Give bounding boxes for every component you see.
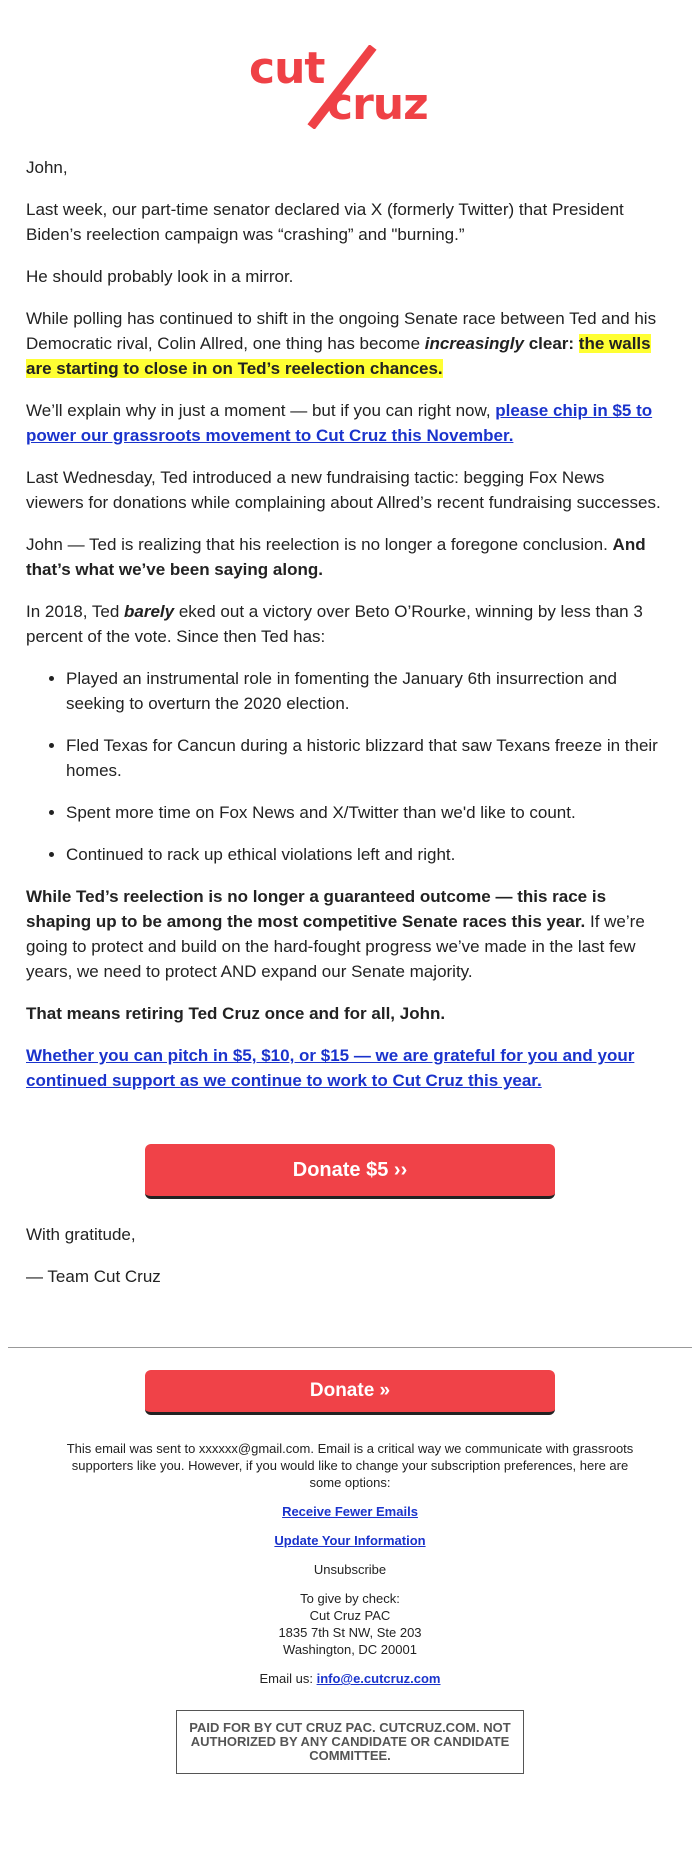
chip-in-link[interactable]: please chip in $5 to power our grassroots movement to Cut Cruz this November.: [26, 401, 653, 445]
bold-clear: clear:: [523, 334, 575, 353]
paragraph-3: [26, 306, 666, 381]
check-address: [60, 1590, 640, 1658]
footer-divider: [8, 1347, 692, 1348]
update-information-link[interactable]: Update Your Information: [274, 1533, 426, 1548]
greeting: John,: [26, 158, 68, 177]
paid-for-disclaimer: PAID FOR BY CUT CRUZ PAC. CUTCRUZ.COM. NOT AUTHORIZED BY ANY CANDIDATE OR CANDIDATE COMMITTEE.: [176, 1710, 524, 1774]
email-us-row: [60, 1670, 640, 1687]
signoff-line-2: — Team Cut Cruz: [26, 1267, 161, 1286]
emphasis-increasingly: increasingly: [424, 334, 524, 353]
cut-cruz-logo[interactable]: [245, 45, 455, 130]
unsubscribe-row: [60, 1561, 640, 1578]
subscription-notice: This email was sent to xxxxxx@gmail.com. Email is a critical way we communicate with grassroots supporters like you. However, if you would like to change your subscription preferences, here are some options:: [66, 1441, 634, 1490]
paragraph-8-bold: While Ted’s reelection is no longer a guaranteed outcome — this race is shaping up to be among the most competitive Senate races this year.: [26, 887, 607, 931]
highlighted-text: the walls are starting to close in on Ted’s reelection chances.: [26, 334, 651, 378]
header: [0, 0, 700, 140]
update-info-row: [60, 1532, 640, 1549]
check-street: 1835 7th St NW, Ste 203: [278, 1625, 422, 1640]
list-item: • Continued to rack up ethical violations left and right.: [66, 842, 666, 867]
paragraph-2: He should probably look in a mirror.: [26, 267, 294, 286]
paragraph-3-text: While polling has continued to shift in the ongoing Senate race between Ted and his Democratic rival, Colin Allred, one thing has become: [26, 309, 657, 353]
paragraph-5: Last Wednesday, Ted introduced a new fundraising tactic: begging Fox News viewers for donations while complaining about Allred’s recent fundraising successes.: [26, 468, 661, 512]
check-org: Cut Cruz PAC: [309, 1608, 391, 1623]
donate-5-button[interactable]: Donate $5 ››: [145, 1144, 555, 1199]
check-intro: To give by check:: [300, 1591, 400, 1606]
logo-word-cut: cut: [249, 43, 325, 94]
unsubscribe-link[interactable]: Unsubscribe: [313, 1562, 387, 1577]
paragraph-6: [26, 532, 666, 582]
footer: [60, 1440, 640, 1699]
paragraph-10: [26, 1043, 666, 1093]
paragraph-4: [26, 398, 666, 448]
list-item: • Spent more time on Fox News and X/Twitter than we'd like to count.: [66, 800, 666, 825]
signoff: [26, 1222, 161, 1306]
paragraph-6-bold: And that’s what we’ve been saying along.: [26, 535, 646, 579]
emphasis-barely: barely: [124, 602, 175, 621]
paragraph-8-text: If we’re going to protect and build on the hard-fought progress we’ve made in the last few years, we need to protect AND expand our Senate majority.: [26, 912, 645, 981]
paragraph-4-text: We’ll explain why in just a moment — but if you can right now,: [26, 401, 496, 420]
check-city: Washington, DC 20001: [283, 1642, 417, 1657]
paragraph-9-bold: That means retiring Ted Cruz once and for all, John.: [26, 1004, 446, 1023]
paragraph-8: [26, 884, 666, 984]
message-content: [26, 155, 666, 1110]
paragraph-6-text: John — Ted is realizing that his reelection is no longer a foregone conclusion.: [26, 535, 613, 554]
paragraph-7: [26, 599, 666, 649]
paragraph-7-end: eked out a victory over Beto O’Rourke, winning by less than 3 percent of the vote. Since then Ted has:: [26, 602, 643, 646]
footer-donate-button[interactable]: Donate »: [145, 1370, 555, 1415]
bullet-list: [26, 666, 666, 867]
list-item: • Fled Texas for Cancun during a historic blizzard that saw Texans freeze in their homes.: [66, 733, 666, 783]
logo-word-cruz: cruz: [327, 79, 428, 130]
receive-fewer-emails-link[interactable]: Receive Fewer Emails: [282, 1504, 418, 1519]
paragraph-1: Last week, our part-time senator declared via X (formerly Twitter) that President Biden’s reelection campaign was “crashing” and "burning.”: [26, 200, 624, 244]
paragraph-7-text: In 2018, Ted: [26, 602, 124, 621]
list-item: • Played an instrumental role in fomenting the January 6th insurrection and seeking to overturn the 2020 election.: [66, 666, 666, 716]
signoff-line-1: With gratitude,: [26, 1225, 136, 1244]
pitch-in-link[interactable]: Whether you can pitch in $5, $10, or $15 — we are grateful for you and your continued support as we continue to work to Cut Cruz this year.: [26, 1046, 635, 1090]
paragraph-9: [26, 1001, 666, 1026]
email-us-label: Email us:: [259, 1671, 317, 1686]
fewer-emails-row: [60, 1503, 640, 1520]
contact-email-link[interactable]: info@e.cutcruz.com: [316, 1671, 441, 1686]
